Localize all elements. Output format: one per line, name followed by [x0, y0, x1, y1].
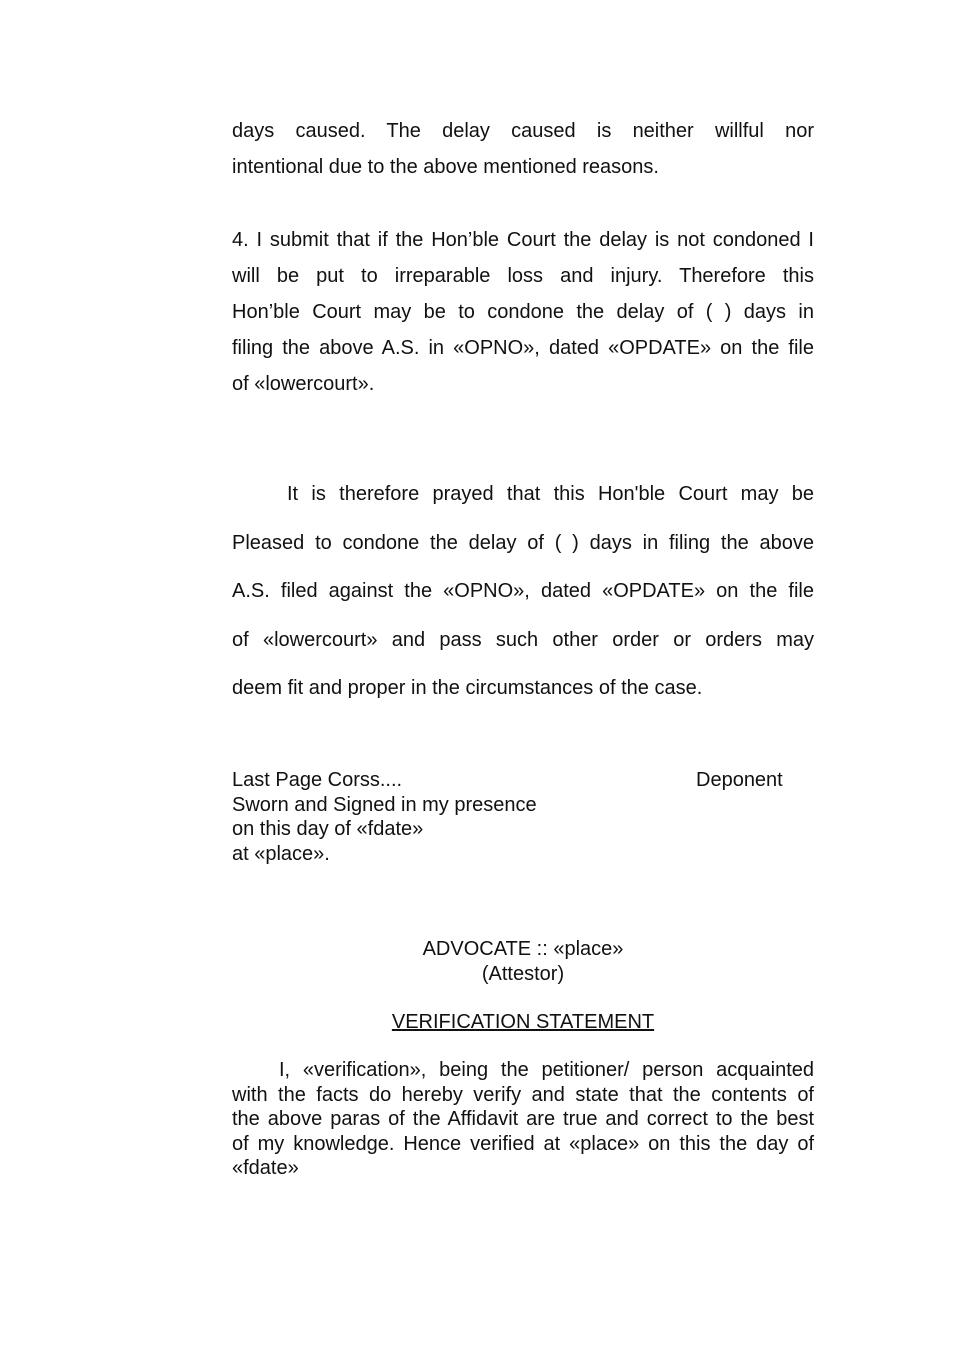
paragraph-line: of «lowercourt». — [232, 373, 375, 395]
paragraph-line: 4. I submit that if the Hon’ble Court the delay is not condoned I — [232, 229, 814, 251]
paragraph-line: intentional due to the above mentioned reasons. — [232, 156, 659, 178]
advocate-line: ADVOCATE :: «place» — [422, 938, 624, 960]
paragraph-line: of my knowledge. Hence verified at «place» on this the day of — [232, 1132, 814, 1155]
sworn-line: Sworn and Signed in my presence — [232, 793, 537, 816]
place-line: at «place». — [232, 842, 330, 865]
paragraph-line: the above paras of the Affidavit are true and correct to the best — [232, 1108, 814, 1130]
paragraph-line: deem fit and proper in the circumstances of the case. — [232, 677, 703, 699]
paragraph-line: with the facts do hereby verify and state that the contents of — [232, 1083, 814, 1106]
paragraph-4 — [232, 222, 814, 402]
verification-paragraph — [232, 1058, 814, 1181]
paragraph-line: It is therefore prayed that this Hon'ble Court may be — [287, 483, 814, 505]
date-line: on this day of «fdate» — [232, 818, 424, 840]
paragraph-line: «fdate» — [232, 1157, 299, 1179]
deponent-label: Deponent — [696, 769, 783, 791]
paragraph-line: A.S. filed against the «OPNO», dated «OPDATE» on the file — [232, 580, 814, 602]
paragraph-line: Hon’ble Court may be to condone the delay of ( ) days in — [232, 301, 814, 323]
prayer-paragraph — [232, 470, 814, 713]
paragraph-line: I, «verification», being the petitioner/ person acquainted — [279, 1059, 814, 1081]
last-page-note: Last Page Corss.... — [232, 769, 403, 791]
paragraph-continuation — [232, 113, 814, 185]
paragraph-line: will be put to irreparable loss and injury. Therefore this — [232, 265, 814, 287]
paragraph-line: filing the above A.S. in «OPNO», dated «OPDATE» on the file — [232, 337, 814, 359]
advocate-block — [232, 937, 814, 986]
paragraph-line: Pleased to condone the delay of ( ) days in filing the above — [232, 531, 814, 554]
verification-heading: VERIFICATION STATEMENT — [391, 1011, 655, 1033]
paragraph-line: days caused. The delay caused is neither willful nor — [232, 120, 814, 142]
paragraph-line: of «lowercourt» and pass such other order or orders may — [232, 628, 814, 651]
attestor-line: (Attestor) — [481, 962, 565, 985]
